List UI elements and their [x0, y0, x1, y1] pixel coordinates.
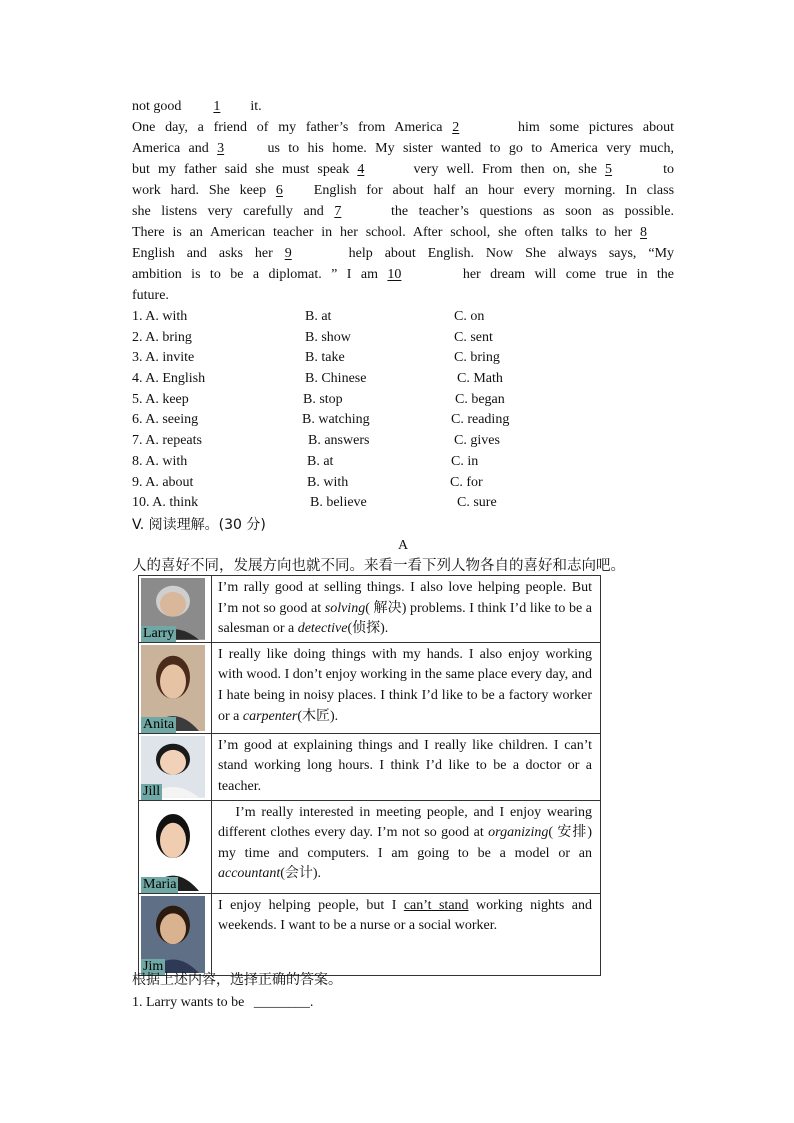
option-c: C. for: [450, 474, 483, 490]
passage-line-6: [132, 222, 674, 243]
blank-2: 2: [452, 120, 460, 135]
option-b: B. show: [305, 329, 351, 345]
answer-blank: ________.: [253, 995, 314, 1010]
option-a: 7. A. repeats: [132, 433, 202, 449]
blank-1: 1: [213, 99, 221, 114]
option-row: [132, 452, 674, 473]
text: not good: [132, 99, 182, 114]
text: her dream will come true in the: [462, 267, 675, 282]
person-photo-cell: [139, 576, 212, 643]
option-a: 3. A. invite: [132, 350, 195, 366]
person-photo-cell: [139, 800, 212, 893]
passage-last-line: future.: [132, 288, 169, 303]
text: There is an American teacher in her school. After school, she often talks to her: [132, 225, 633, 240]
question-1: [132, 992, 674, 1013]
passage-line-4: [132, 180, 674, 201]
option-c: C. in: [451, 453, 479, 469]
person-name: Maria: [143, 876, 177, 892]
option-row: [132, 307, 674, 328]
person-description: I enjoy helping people, but I can’t stand working nights and weekends. I want to be a nurse or a social worker.: [212, 893, 601, 975]
text: America and: [132, 141, 209, 156]
text: him some pictures about: [518, 120, 675, 135]
option-row: [132, 431, 674, 452]
option-b: B. take: [305, 350, 345, 366]
option-b: B. stop: [303, 391, 343, 407]
passage-line-2: [132, 138, 674, 159]
cloze-passage: [132, 96, 674, 577]
person-name: Larry: [143, 625, 175, 641]
option-c: C. gives: [454, 433, 500, 449]
person-photo-cell: [139, 733, 212, 800]
text: the teacher’s questions as soon as possible.: [390, 204, 675, 219]
passage-line-5: [132, 201, 674, 222]
person-name: Anita: [143, 716, 175, 732]
passage-line-3: [132, 159, 674, 180]
option-c: C. began: [455, 391, 505, 407]
option-b: B. Chinese: [305, 371, 367, 387]
person-description: I’m good at explaining things and I really like children. I can’t stand working long hours. I think I’d like to be a doctor or a teacher.: [212, 733, 601, 800]
person-description: I’m rally good at selling things. I also love helping people. But I’m not so good at solving( 解决) problems. I think I’d like to be a salesman or a detective(侦探).: [212, 576, 601, 643]
option-row: [132, 369, 674, 390]
option-c: C. sure: [457, 495, 497, 511]
option-row: [132, 473, 674, 494]
blank-6: 6: [275, 183, 283, 198]
blank-10: 10: [387, 267, 402, 282]
passage-line-7: [132, 243, 674, 264]
blank-8: 8: [640, 225, 648, 240]
person-row: [139, 800, 601, 893]
person-description: I’m really interested in meeting people, and I enjoy wearing different clothes every day. I’m not so good at organizing( 安排) my time and computers. I am going to be a model or an accountant(会计).: [212, 800, 601, 893]
person-name: Jim: [143, 958, 164, 974]
option-a: 1. A. with: [132, 309, 188, 324]
questions: [132, 970, 674, 1013]
option-b: B. at: [305, 309, 332, 324]
blank-4: 4: [357, 162, 365, 177]
person-description: I really like doing things with my hands. I also enjoy working with wood. I don’t enjoy working in the same place every day, and I hate being in noisy places. I think I’d like to be a factory worker or a carpenter(木匠).: [212, 642, 601, 733]
option-row: [132, 328, 674, 349]
option-a: 6. A. seeing: [132, 412, 199, 428]
person-row: [139, 733, 601, 800]
option-row: [132, 348, 674, 369]
passage-line-0: [132, 96, 674, 117]
section-heading: [132, 514, 674, 536]
section-intro: 人的喜好不同，发展方向也就不同。来看一看下列人物各自的喜好和志向吧。: [132, 557, 625, 574]
option-c: C. on: [454, 309, 485, 324]
option-a: 9. A. about: [132, 474, 194, 490]
text: help about English. Now She always says, “My: [348, 246, 675, 261]
person-row: [139, 576, 601, 643]
section-heading-text: V. 阅读理解。(30 分): [132, 516, 266, 533]
blank-7: 7: [334, 204, 342, 219]
option-a: 10. A. think: [132, 495, 199, 511]
option-c: C. sent: [454, 329, 493, 345]
blank-5: 5: [605, 162, 613, 177]
person-row: [139, 893, 601, 975]
person-photo-cell: [139, 893, 212, 975]
text: she listens very carefully and: [132, 204, 324, 219]
blank-3: 3: [217, 141, 225, 156]
text: very well. From then on, she: [413, 162, 597, 177]
option-b: B. with: [307, 474, 349, 490]
question-instruction: 根据上述内容，选择正确的答案。: [132, 972, 342, 988]
option-b: B. believe: [310, 495, 367, 511]
text: ambition is to be a diplomat. ” I am: [132, 267, 378, 282]
person-photo-cell: [139, 642, 212, 733]
text: One day, a friend of my father’s from America: [132, 120, 443, 135]
text: us to his home. My sister wanted to go to America very much,: [267, 141, 675, 156]
option-a: 2. A. bring: [132, 329, 192, 345]
option-row: [132, 410, 674, 431]
option-c: C. reading: [451, 412, 510, 428]
blank-9: 9: [284, 246, 292, 261]
option-c: C. bring: [454, 350, 500, 366]
option-b: B. at: [307, 453, 334, 469]
passage-line-8: [132, 264, 674, 285]
text: but my father said she must speak: [132, 162, 350, 177]
text: English for about half an hour every morning. In class: [313, 183, 675, 198]
person-row: [139, 642, 601, 733]
option-b: B. answers: [308, 433, 370, 449]
option-a: 8. A. with: [132, 453, 188, 469]
text: English and asks her: [132, 246, 273, 261]
option-a: 5. A. keep: [132, 391, 189, 407]
person-name: Jill: [143, 783, 161, 799]
option-a: 4. A. English: [132, 371, 206, 387]
option-c: C. Math: [457, 371, 503, 387]
passage-line-1: [132, 117, 674, 138]
option-row: [132, 493, 674, 514]
text: work hard. She keep: [132, 183, 267, 198]
option-row: [132, 390, 674, 411]
question-1-text: 1. Larry wants to be: [132, 995, 245, 1010]
part-label: A: [397, 537, 409, 553]
text: it.: [250, 99, 262, 114]
text: to: [663, 162, 675, 177]
people-table: [138, 575, 601, 976]
option-b: B. watching: [302, 412, 370, 428]
